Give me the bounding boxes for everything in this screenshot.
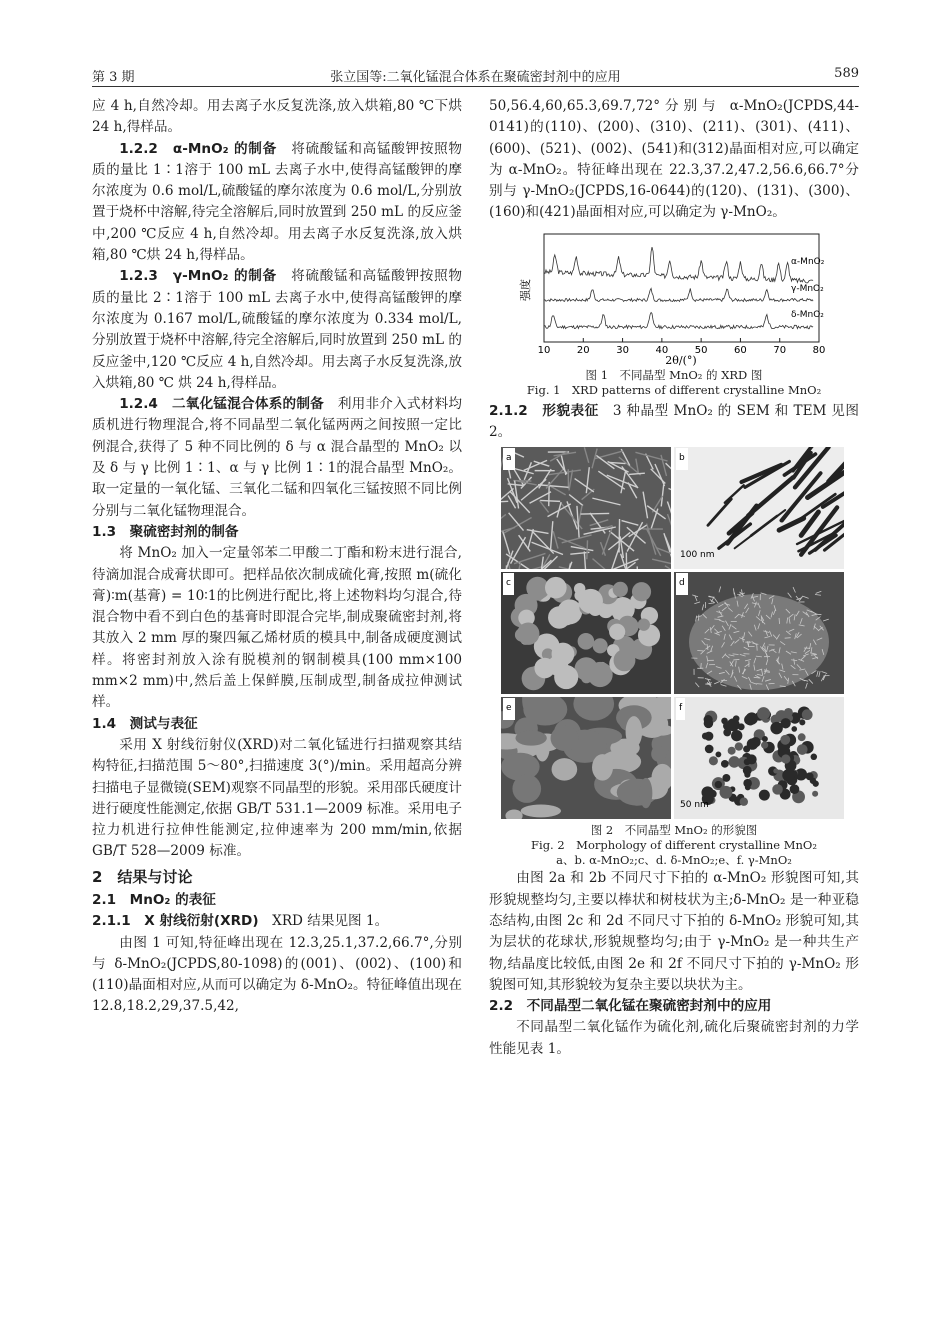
- section-title: 2.1.1 X 射线衍射(XRD): [92, 913, 259, 930]
- paragraph-cont: 应 4 h,自然冷却。用去离子水反复洗涤,放入烘箱,80 ℃下烘 24 h,得样品。: [92, 98, 462, 136]
- micrograph-image: [501, 572, 671, 694]
- figure-1-caption-cn: 图 1 不同晶型 MnO₂ 的 XRD 图: [585, 367, 763, 382]
- micrograph-image: [674, 572, 844, 694]
- issue-number: 第 3 期: [92, 70, 135, 85]
- morphology-paragraph: 由图 2a 和 2b 不同尺寸下拍的 α-MnO₂ 形貌图可知,其形貌规整均匀,主要以棒状和树枝状为主;δ-MnO₂ 是一种亚稳态结构,由图 2c 和 2d 不同尺寸下拍的 δ-MnO₂ 形貌可知,其为层状的花球状,形貌规整均匀;由于 γ-MnO₂ 是一种共生产物,结晶度比较低,由图 2e 和 2f 不同尺寸下拍的 γ-MnO₂ 形貌图可知,其形貌较为复杂主要以块状为主。: [489, 870, 859, 993]
- x-tick-label: 10: [537, 344, 551, 356]
- x-tick-label: 30: [616, 344, 629, 356]
- section-1-3-text: 将 MnO₂ 加入一定量邻苯二甲酸二丁酯和粉末进行混合,待滴加混合成膏状即可。把样品依次制成硫化膏,按照 m(硫化膏)∶m(基膏) = 10∶1的比例进行配比,将上述物料均匀混合,待混合物中看不到白色的基膏时即混合完毕,制成聚硫密封剂,将其放入 2 mm 厚的聚四氟乙烯材质的模具中,制备成硬度测试样。将密封剂放入涂有脱模剂的钢制模具(100 mm×100 mm×2 mm)中,然后盖上保鲜膜,压制成型,制备成拉伸测试样。: [92, 545, 462, 711]
- x-tick-label: 60: [734, 344, 747, 356]
- section-text: 3 种晶型 MnO₂ 的 SEM 和 TEM 见图 2。: [489, 402, 860, 441]
- right-column: [489, 96, 859, 1060]
- sem-panel-e: [501, 697, 671, 819]
- section-2-2-text: 不同晶型二氧化锰作为硫化剂,硫化后聚硫密封剂的力学性能见表 1。: [489, 1019, 859, 1057]
- tem-panel-b: [674, 447, 844, 569]
- sem-panel-c: [501, 572, 671, 694]
- panel-label: d: [676, 573, 688, 594]
- section-title: 1.2.3 γ-MnO₂ 的制备: [119, 268, 277, 285]
- panel-label: a: [503, 448, 515, 469]
- section-title: 2.1.2 形貌表征: [489, 402, 599, 419]
- series-label: γ-MnO₂: [791, 283, 824, 294]
- x-tick-label: 40: [655, 344, 669, 356]
- section-1-2-3: [92, 266, 462, 394]
- section-2-1-2: [489, 401, 859, 444]
- section-2-2-title: 2.2 不同晶型二氧化锰在聚硫密封剂中的应用: [489, 998, 772, 1015]
- figure-2-subcaption: a、b. α-MnO₂;c、d. δ-MnO₂;e、f. γ-MnO₂: [556, 853, 792, 868]
- panel-label: e: [503, 698, 515, 719]
- series-label: δ-MnO₂: [791, 309, 824, 320]
- micrograph-image: [501, 697, 671, 819]
- running-header: [92, 60, 859, 87]
- panel-label: f: [676, 698, 685, 719]
- section-1-4-text: 采用 X 射线衍射仪(XRD)对二氧化锰进行扫描观察其结构特征,扫描范围 5～80°,扫描速度 3(°)/min。采用超高分辨扫描电子显微镜(SEM)观察不同晶型的形貌。采用邵氏硬度计进行硬度性能测定,依据 GB/T 531.1—2009 标准。采用电子拉力机进行拉伸性能测定,拉伸速率为 200 mm/min,依据 GB/T 528—2009 标准。: [92, 736, 463, 860]
- x-tick-label: 20: [576, 344, 590, 356]
- section-2-1-1: [92, 911, 462, 932]
- section-1-4-title: 1.4 测试与表征: [92, 715, 198, 732]
- page-number: 589: [834, 66, 859, 81]
- scale-bar-label: 100 nm: [680, 550, 715, 561]
- section-2-1-title: 2.1 MnO₂ 的表征: [92, 891, 216, 908]
- section-text: 将硫酸锰和高锰酸钾按照物质的量比 2∶1溶于 100 mL 去离子水中,使得高锰酸钾的摩尔浓度为 0.167 mol/L,硫酸锰的摩尔浓度为 0.334 mol/L,分别放置于烧杯中溶解,待完全溶解后,同时放置到 250 mL 的反应釜中,120 ℃反应 4 h,自然冷却。用去离子水反复洗涤,放入烘箱,80 ℃ 烘 24 h,得样品。: [92, 268, 462, 391]
- x-axis-label: 2θ/(°): [665, 353, 697, 367]
- panel-label: c: [503, 573, 514, 594]
- sem-panel-d: [674, 572, 844, 694]
- section-1-2-4: [92, 394, 462, 522]
- series-label: α-MnO₂: [791, 256, 825, 267]
- section-2-1-1-text: 由图 1 可知,特征峰出现在 12.3,25.1,37.2,66.7°,分别与 δ-MnO₂(JCPDS,80-1098)的(001)、(002)、(100)和(110)晶面相对应,从而可以确定为 δ-MnO₂。特征峰值出现在 12.8,18.2,29,37.5,42,: [92, 934, 462, 1015]
- section-lead: XRD 结果见图 1。: [272, 913, 389, 930]
- series-line: [544, 288, 813, 301]
- x-tick-label: 70: [773, 344, 787, 356]
- section-title: 1.2.4 二氧化锰混合体系的制备: [119, 396, 324, 413]
- paragraph-cont: 50,56.4,60,65.3,69.7,72°分别与 α-MnO₂(JCPDS,44-0141)的(110)、(200)、(310)、(211)、(301)、(411)、(600)、(521)、(002)、(541)和(312)晶面相对应,可以确定为 α-MnO₂。特征峰出现在 22.3,37.2,47.2,56.6,66.7°分别与 γ-MnO₂(JCPDS,16-0644)的(120)、(131)、(300)、(160)和(421)晶面相对应,可以确定为 γ-MnO₂。: [489, 98, 859, 221]
- x-tick-label: 80: [812, 344, 826, 356]
- section-2-title: 2 结果与讨论: [92, 867, 193, 886]
- section-1-3-title: 1.3 聚硫密封剂的制备: [92, 523, 239, 540]
- section-title: 1.2.2 α-MnO₂ 的制备: [119, 140, 277, 157]
- sem-tem-figure: [501, 447, 859, 819]
- panel-label: b: [676, 448, 688, 469]
- y-axis-label: 强度: [519, 278, 532, 301]
- tem-panel-f: [674, 697, 844, 819]
- figure-2-caption-en: Fig. 2 Morphology of different crystalline MnO₂: [531, 838, 817, 853]
- sem-panel-a: [501, 447, 671, 569]
- micrograph-image: [501, 447, 671, 569]
- series-line: [544, 247, 813, 283]
- xrd-chart: [489, 228, 859, 368]
- figure-1-caption-en: Fig. 1 XRD patterns of different crystalline MnO₂: [526, 382, 822, 397]
- scale-bar-label: 50 nm: [680, 800, 709, 811]
- running-title: 张立国等:二氧化锰混合体系在聚硫密封剂中的应用: [330, 70, 621, 85]
- x-tick-label: 50: [694, 344, 708, 356]
- series-line: [544, 312, 813, 328]
- section-text: 将硫酸锰和高锰酸钾按照物质的量比 1∶1溶于 100 mL 去离子水中,使得高锰酸钾的摩尔浓度为 0.6 mol/L,硫酸锰的摩尔浓度为 0.6 mol/L,分别放置于烧杯中溶解,待完全溶解后,同时放置到 250 mL 的反应釜中,200 ℃反应 4 h,自然冷却。用去离子水反复洗涤,放入烘箱,80 ℃烘 24 h,得样品。: [92, 140, 462, 264]
- section-1-2-2: [92, 139, 462, 267]
- figure-2-caption-cn: 图 2 不同晶型 MnO₂ 的形貌图: [590, 823, 758, 838]
- section-text: 利用非介入式材料均质机进行物理混合,将不同晶型二氧化锰两两之间按照一定比例混合,获得了 5 种不同比例的 δ 与 α 混合晶型的 MnO₂ 以及 δ 与 γ 比例 1∶1、α 与 γ 比例 1∶1的混合晶型 MnO₂。取一定量的一氧化锰、三氧化二锰和四氧化三锰按照不同比例分别与二氧化锰物理混合。: [92, 396, 463, 519]
- left-column: [92, 96, 462, 1018]
